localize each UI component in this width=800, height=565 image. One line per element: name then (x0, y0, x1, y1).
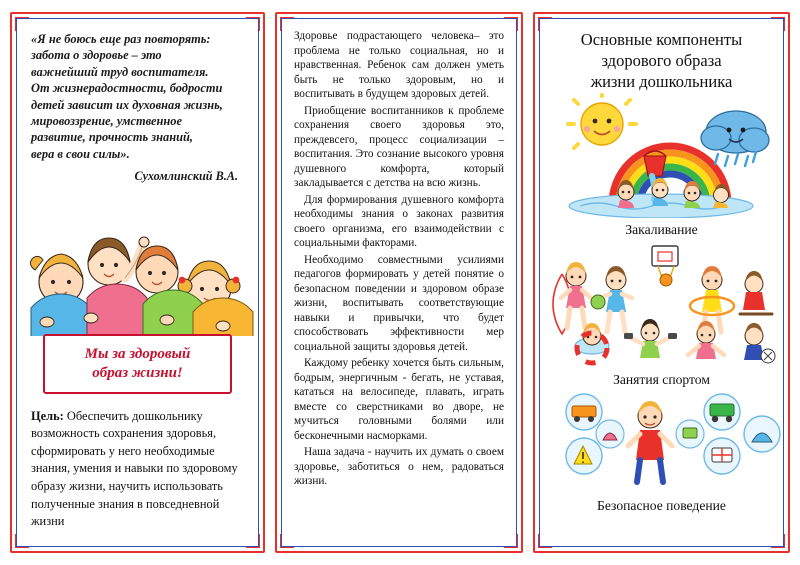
panel-right (533, 12, 790, 553)
paragraph: Для формирования душевного комфорта необходимы знания о законах развития своего организма, его взаимодействии с социальными факторами. (294, 193, 504, 250)
hardening-svg (540, 92, 783, 218)
title-line: Основные компоненты (580, 30, 743, 49)
section-label-hardening: Закаливание (625, 222, 698, 238)
quote-line: «Я не боюсь еще раз повторять: (31, 32, 211, 46)
goal-text: Обеспечить дошкольнику возможность сохранения здоровья, сформировать у него необходимые знания, умения и навыки по здоровому образу жизни, научить использовать полученные знания в повседневной жизни (31, 408, 238, 529)
panel-right-inner (539, 18, 784, 547)
safety-icons-illustration (540, 390, 783, 494)
quote-line: От жизнерадостности, бодрости (31, 81, 223, 96)
children-sports-activities-illustration (540, 240, 783, 368)
section-label-safety: Безопасное поведение (597, 498, 726, 514)
quote-line: важнейший труд воспитателя. (31, 64, 209, 79)
sports-svg (540, 240, 783, 368)
article-body (282, 19, 516, 489)
paragraph: Приобщение воспитанников к проблеме сохранения своего здоровья это, преждевсего, процесс социализации – воспитания. Это сознание высокого уровня душевного комфорта, который закладывается с детства на всю жизнь. (294, 104, 504, 190)
page-title (540, 19, 783, 92)
panel-middle-inner (281, 18, 517, 547)
panel-left-inner (16, 18, 259, 547)
quote-author: Сухомлинский В.А. (134, 169, 238, 183)
quote-line: детей зависит их духовная жизнь, (31, 97, 223, 112)
goal-paragraph (17, 394, 258, 531)
paragraph: Каждому ребенку хочется быть сильным, бодрым, энергичным - бегать, не уставая, кататься на велосипеде, плавать, играть вместе со сверстниками во дворе, не мучиться головными болями или бесконечными насморками. (294, 357, 504, 442)
children-svg (17, 186, 259, 336)
sun-rainbow-cloud-water-illustration (540, 92, 783, 218)
section-label-sport: Занятия спортом (613, 372, 710, 388)
paragraph: Здоровье подрастающего человека– это проблема не только социальная, но и нравственная. Ребенок сам должен уметь быть не только здоровым, но и воспитывать в будущем здоровых детей. (294, 30, 504, 101)
paragraph: Наша задача - научить их думать о своем здоровье, заботиться о нем, радоваться жизни. (294, 446, 504, 488)
panel-middle (275, 12, 523, 553)
quote-line: вера в свои силы». (31, 146, 130, 161)
quote-line: развитие, прочность знаний, (31, 130, 193, 145)
quote-line: мировоззрение, умственное (31, 113, 182, 128)
quote-block (17, 19, 258, 184)
group-of-children-illustration (17, 186, 258, 334)
title-line: жизни дошкольника (590, 72, 733, 92)
slogan-box (43, 334, 232, 394)
slogan-line-2: образ жизни! (92, 364, 183, 381)
safety-svg (540, 390, 783, 494)
quote-line: забота о здоровье – это (31, 48, 162, 63)
title-line: здорового образа (601, 51, 722, 71)
slogan-line-1: Мы за здоровый (84, 346, 191, 363)
panel-left (10, 12, 265, 553)
paragraph: Необходимо совместными усилиями педагогов формировать у детей понятие о безопасном поведении и здоровом образе жизни, воспитывать соответствующие навыки и привычки, что будет способствовать эффективности мер социальной защиты здоровья детей. (294, 253, 504, 353)
goal-label: Цель: (31, 408, 64, 423)
